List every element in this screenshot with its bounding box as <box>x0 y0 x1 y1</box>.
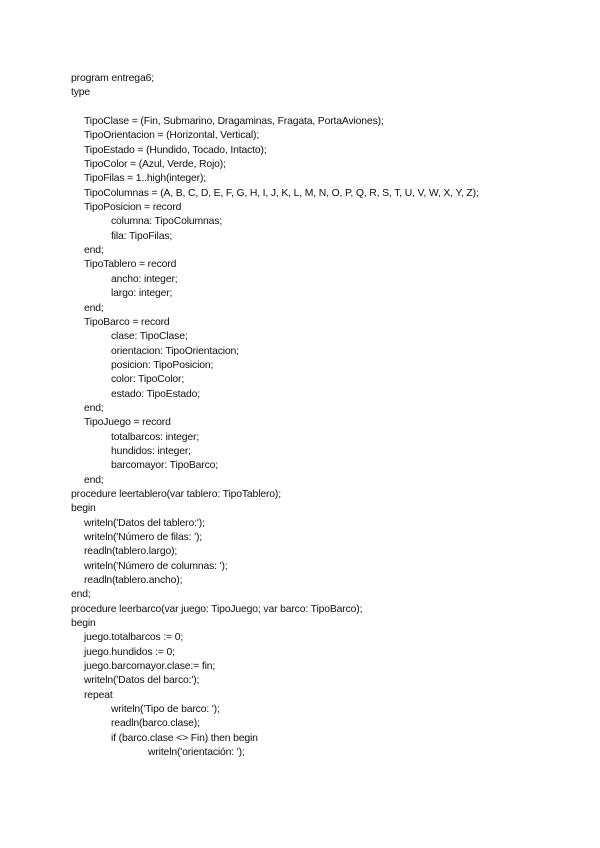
pascal-source-code <box>71 72 581 761</box>
code-line: writeln('Datos del barco:'); <box>84 675 200 687</box>
code-line: readln(barco.clase); <box>111 718 200 730</box>
code-line: writeln('Número de filas: '); <box>84 532 202 543</box>
code-line: color: TipoColor; <box>111 374 185 386</box>
code-line: end; <box>71 589 91 601</box>
code-line: TipoOrientacion = (Horizontal, Vertical); <box>84 130 260 142</box>
code-line: totalbarcos: integer; <box>111 431 200 443</box>
code-line: fila: TipoFilas; <box>111 230 173 242</box>
code-line: columna: TipoColumnas; <box>111 216 223 228</box>
code-line: TipoColumnas = (A, B, C, D, E, F, G, H, I, J, K, L, M, N, O, P, Q, R, S, T, U, V, W, X, Y, Z); <box>84 187 479 199</box>
code-line: writeln('Número de columnas: '); <box>84 560 228 572</box>
code-line: type <box>71 87 91 99</box>
code-line: writeln('Datos del tablero:'); <box>84 517 205 529</box>
code-line: begin <box>71 503 96 515</box>
code-line: juego.hundidos := 0; <box>84 646 175 658</box>
code-line: juego.totalbarcos := 0; <box>84 632 184 644</box>
code-line: barcomayor: TipoBarco; <box>111 460 219 472</box>
code-line: end; <box>84 245 104 257</box>
code-line: TipoPosicion = record <box>84 202 182 214</box>
code-line: largo: integer; <box>111 288 173 300</box>
code-line: if (barco.clase <> Fin) then begin <box>111 732 258 744</box>
code-line: clase: TipoClase; <box>111 331 188 343</box>
code-line: readln(tablero.largo); <box>84 546 178 558</box>
code-line: writeln('Tipo de barco: '); <box>111 704 220 716</box>
code-line: orientacion: TipoOrientacion; <box>111 345 239 357</box>
code-line: readln(tablero.ancho); <box>84 575 183 587</box>
code-line: TipoBarco = record <box>84 316 170 328</box>
code-line: repeat <box>84 689 113 701</box>
code-line: end; <box>84 302 104 314</box>
blank-line <box>71 101 581 115</box>
code-line: end; <box>84 402 104 414</box>
code-line: end; <box>84 474 104 486</box>
code-line: TipoEstado = (Hundido, Tocado, Intacto); <box>84 144 267 156</box>
code-line: program entrega6; <box>71 73 154 84</box>
code-line: estado: TipoEstado; <box>111 388 200 400</box>
code-line: procedure leerbarco(var juego: TipoJuego; var barco: TipoBarco); <box>71 603 363 615</box>
code-line: hundidos: integer; <box>111 445 191 457</box>
code-line: ancho: integer; <box>111 273 178 285</box>
code-line: writeln('orientación: '); <box>148 747 245 759</box>
code-line: TipoFilas = 1..high(integer); <box>84 173 207 185</box>
code-line: TipoJuego = record <box>84 417 171 429</box>
code-line: TipoColor = (Azul, Verde, Rojo); <box>84 159 226 171</box>
code-line: juego.barcomayor.clase:= fin; <box>84 661 216 673</box>
code-line: TipoTablero = record <box>84 259 177 271</box>
code-line: TipoClase = (Fin, Submarino, Dragaminas, Fragata, PortaAviones); <box>84 116 384 128</box>
code-line: procedure leertablero(var tablero: TipoTablero); <box>71 488 281 500</box>
code-line: posicion: TipoPosicion; <box>111 359 214 371</box>
code-line: begin <box>71 618 96 630</box>
